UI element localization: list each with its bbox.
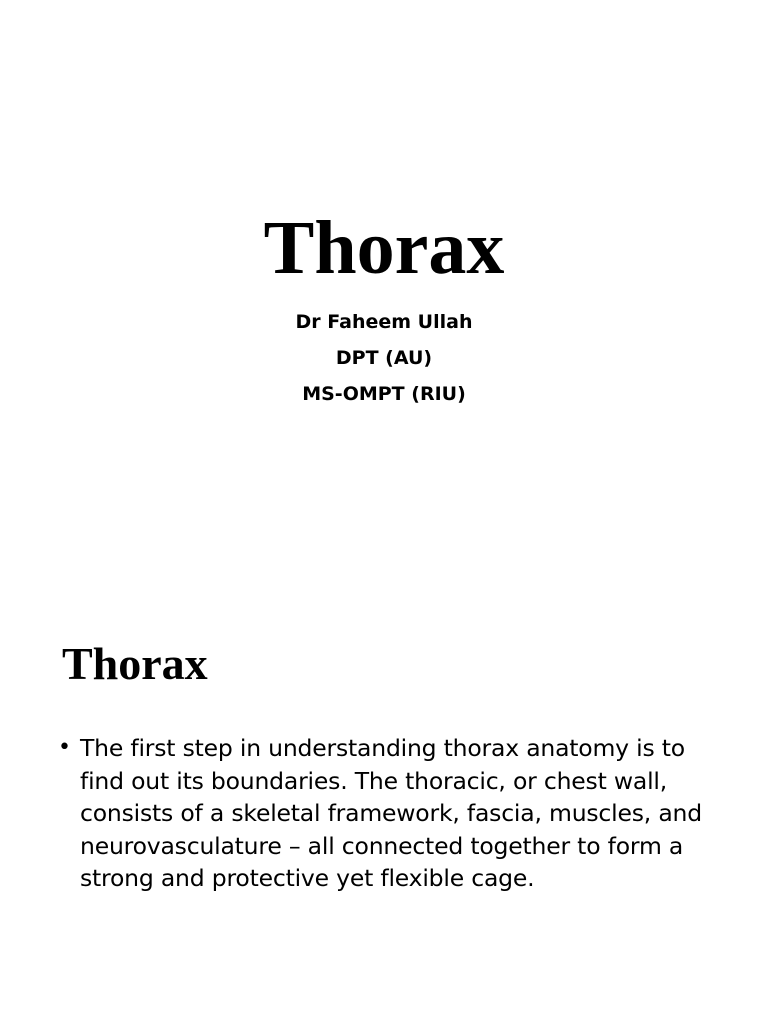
author-name: Dr Faheem Ullah xyxy=(295,311,473,333)
bullet-marker: • xyxy=(58,735,71,760)
bullet-text: The first step in understanding thorax anatomy is to find out its boundaries. The thoracic, or chest wall, consists of a skeletal framework, fascia, muscles, and neurovasculature – all connected together to form a strong and protective yet flexible cage. xyxy=(80,734,702,892)
slide-title: Thorax xyxy=(263,206,505,290)
bullet-list xyxy=(58,732,718,895)
bullet-item xyxy=(58,732,718,895)
author-credentials xyxy=(0,304,768,412)
content-slide-title: Thorax xyxy=(62,638,208,689)
content-slide xyxy=(0,576,768,1024)
author-degree: DPT (AU) xyxy=(335,347,433,369)
author-degree-secondary: MS-OMPT (RIU) xyxy=(302,383,466,405)
